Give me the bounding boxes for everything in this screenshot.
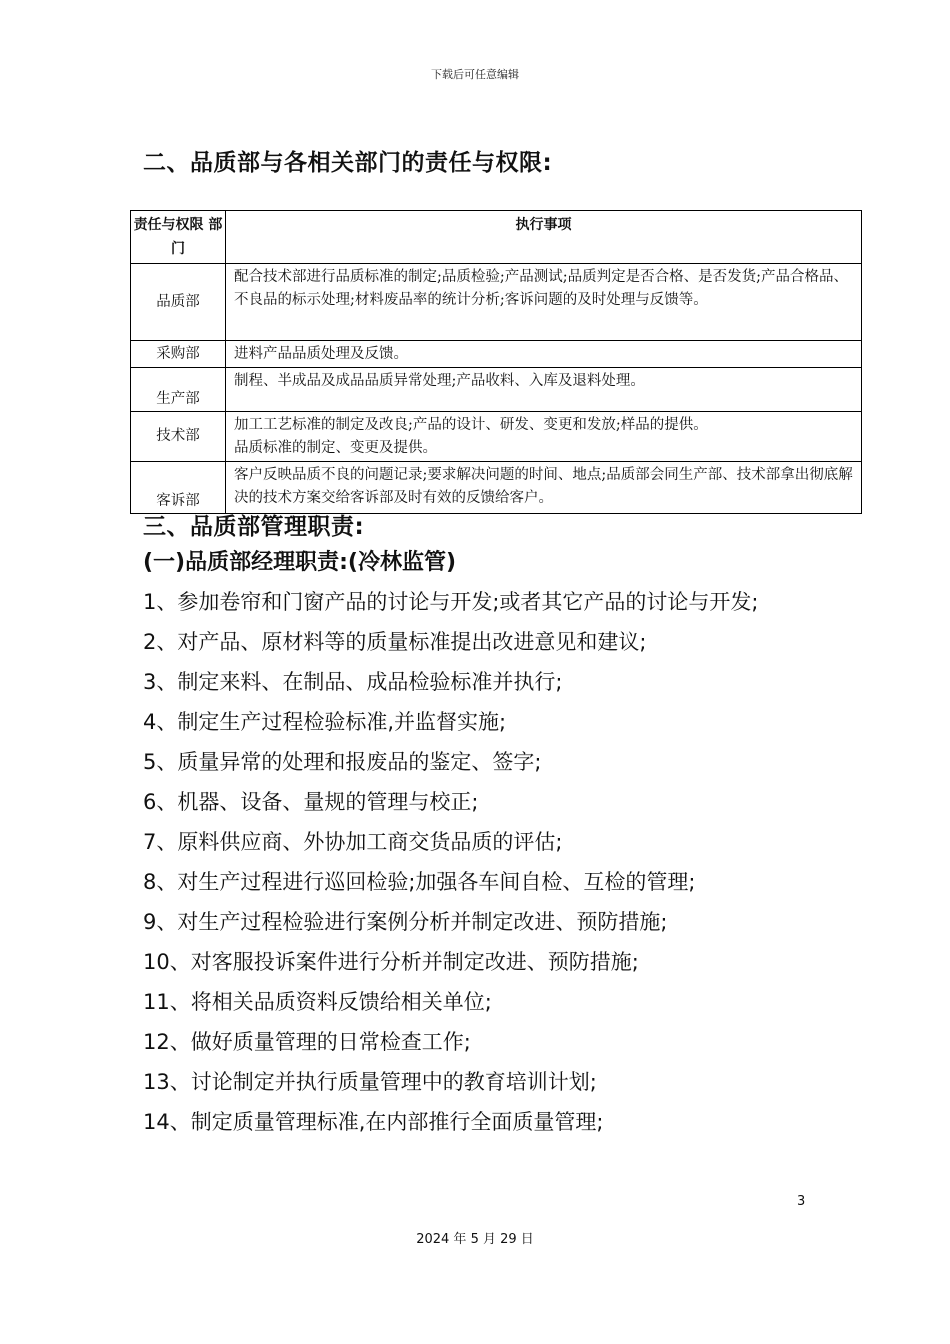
header-exec: 执行事项 bbox=[226, 211, 862, 264]
dept-cell: 技术部 bbox=[131, 412, 226, 462]
section-3-title: 三、品质部管理职责: bbox=[143, 514, 365, 540]
table-header-row bbox=[131, 211, 862, 264]
footer-date: 2024 年 5 月 29 日 bbox=[416, 1232, 534, 1247]
table-row bbox=[131, 412, 862, 462]
subsection-title: (一)品质部经理职责:(冷林监管) bbox=[143, 550, 457, 575]
list-item: 14、制定质量管理标准,在内部推行全面质量管理; bbox=[143, 1110, 604, 1134]
list-item: 7、原料供应商、外协加工商交货品质的评估; bbox=[143, 830, 563, 854]
exec-cell: 配合技术部进行品质标准的制定;品质检验;产品测试;品质判定是否合格、是否发货;产品合格品、不良品的标示处理;材料废品率的统计分析;客诉问题的及时处理与反馈等。 bbox=[226, 264, 862, 341]
exec-cell: 进料产品品质处理及反馈。 bbox=[226, 341, 862, 368]
list-item: 1、参加卷帘和门窗产品的讨论与开发;或者其它产品的讨论与开发; bbox=[143, 590, 759, 614]
list-item: 11、将相关品质资料反馈给相关单位; bbox=[143, 990, 492, 1014]
section-2-title: 二、品质部与各相关部门的责任与权限: bbox=[143, 150, 553, 176]
page-number: 3 bbox=[797, 1194, 806, 1209]
exec-cell: 客户反映品质不良的问题记录;要求解决问题的时间、地点;品质部会同生产部、技术部拿出彻底解决的技术方案交给客诉部及时有效的反馈给客户。 bbox=[226, 462, 862, 514]
dept-cell: 采购部 bbox=[131, 341, 226, 368]
duties-list bbox=[143, 582, 823, 1142]
dept-cell: 生产部 bbox=[131, 368, 226, 412]
exec-line: 加工工艺标准的制定及改良;产品的设计、研发、变更和发放;样品的提供。 bbox=[234, 417, 708, 433]
dept-cell: 客诉部 bbox=[131, 462, 226, 514]
dept-cell: 品质部 bbox=[131, 264, 226, 341]
list-item: 8、对生产过程进行巡回检验;加强各车间自检、互检的管理; bbox=[143, 870, 696, 894]
list-item: 3、制定来料、在制品、成品检验标准并执行; bbox=[143, 670, 563, 694]
list-item: 9、对生产过程检验进行案例分析并制定改进、预防措施; bbox=[143, 910, 668, 934]
list-item: 10、对客服投诉案件进行分析并制定改进、预防措施; bbox=[143, 950, 639, 974]
responsibility-table bbox=[130, 210, 862, 514]
list-item: 6、机器、设备、量规的管理与校正; bbox=[143, 790, 479, 814]
exec-cell bbox=[226, 412, 862, 462]
list-item: 2、对产品、原材料等的质量标准提出改进意见和建议; bbox=[143, 630, 647, 654]
header-dept: 责任与权限 部门 bbox=[131, 211, 226, 264]
header-note: 下载后可任意编辑 bbox=[431, 68, 519, 81]
table-row bbox=[131, 341, 862, 368]
table-row bbox=[131, 264, 862, 341]
table-row bbox=[131, 462, 862, 514]
exec-line: 品质标准的制定、变更及提供。 bbox=[234, 440, 437, 456]
exec-cell: 制程、半成品及成品品质异常处理;产品收料、入库及退料处理。 bbox=[226, 368, 862, 412]
list-item: 13、讨论制定并执行质量管理中的教育培训计划; bbox=[143, 1070, 597, 1094]
list-item: 5、质量异常的处理和报废品的鉴定、签字; bbox=[143, 750, 542, 774]
list-item: 12、做好质量管理的日常检查工作; bbox=[143, 1030, 471, 1054]
table-row bbox=[131, 368, 862, 412]
list-item: 4、制定生产过程检验标准,并监督实施; bbox=[143, 710, 507, 734]
